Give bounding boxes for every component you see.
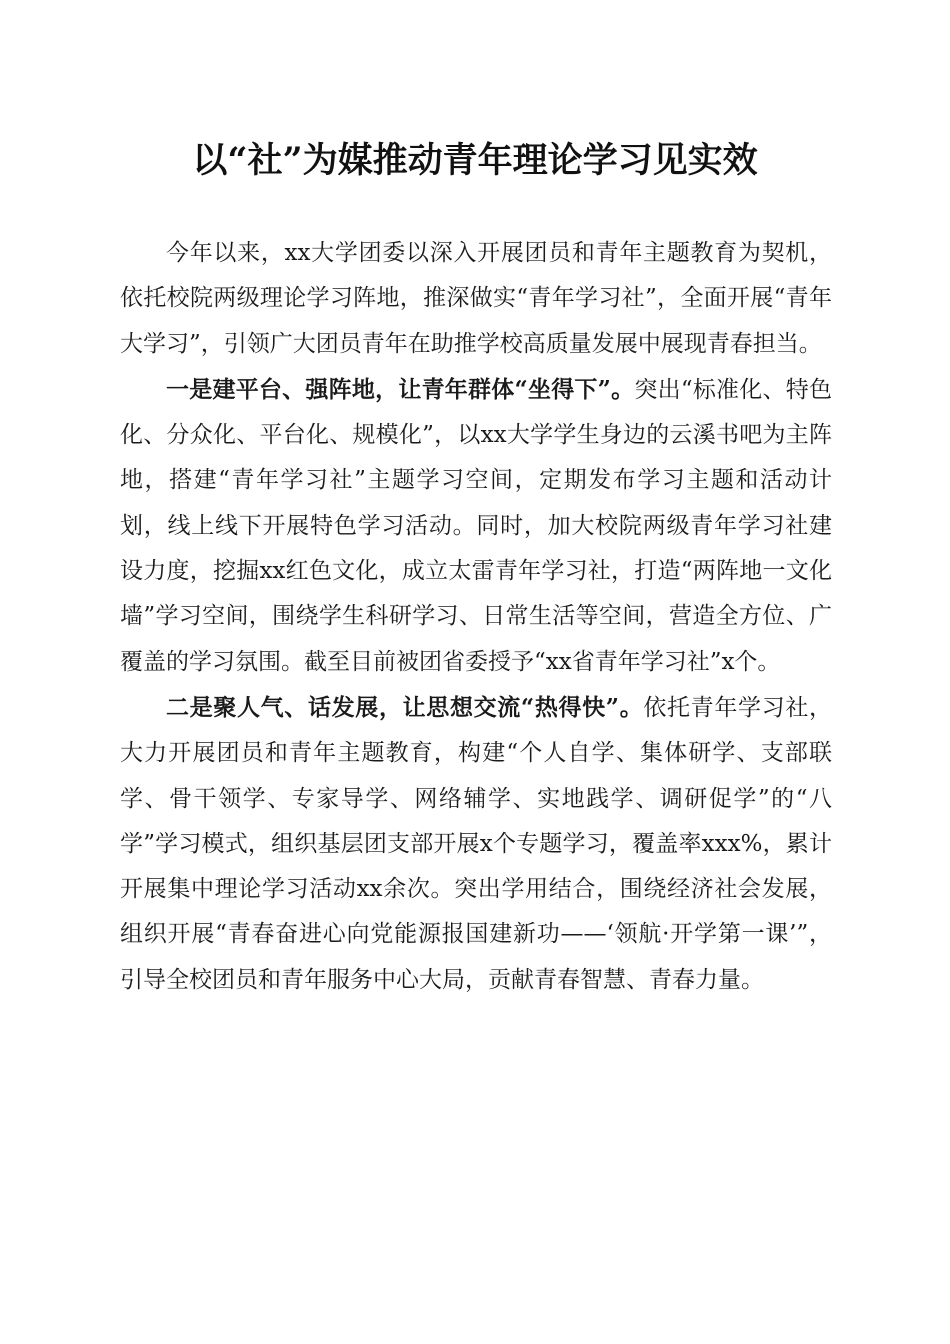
document-title: 以“社”为媒推动青年理论学习见实效 (192, 140, 758, 181)
paragraph-text: 突出“标准化、特色化、分众化、平台化、规模化”，以xx大学学生身边的云溪书吧为主阵地，搭建“青年学习社”主题学习空间，定期发布学习主题和活动计划，线上线下开展特色学习活动。同时，加大校院两级青年学习社建设力度，挖掘xx红色文化，成立太雷青年学习社，打造“两阵地一文化墙”学习空间，围绕学生科研学习、日常生活等空间，营造全方位、广覆盖的学习氛围。截至目前被团省委授予“xx省青年学习社”x个。 (120, 376, 832, 675)
paragraph-point-one (120, 367, 832, 685)
paragraph-text: 今年以来，xx大学团委以深入开展团员和青年主题教育为契机，依托校院两级理论学习阵地，推深做实“青年学习社”，全面开展“青年大学习”，引领广大团员青年在助推学校高质量发展中展现青春担当。 (120, 240, 832, 357)
document-body (120, 230, 832, 1003)
paragraph-text: 依托青年学习社，大力开展团员和青年主题教育，构建“个人自学、集体研学、支部联学、骨干领学、专家导学、网络辅学、实地践学、调研促学”的“八学”学习模式，组织基层团支部开展x个专题学习，覆盖率xxx%，累计开展集中理论学习活动xx余次。突出学用结合，围绕经济社会发展，组织开展“青春奋进心向党能源报国建新功——‘领航·开学第一课’”，引导全校团员和青年服务中心大局，贡献青春智慧、青春力量。 (120, 694, 832, 993)
paragraph-point-two (120, 685, 832, 1003)
paragraph-intro (120, 230, 832, 367)
paragraph-lead: 一是建平台、强阵地，让青年群体“坐得下”。 (166, 375, 635, 403)
paragraph-lead: 二是聚人气、话发展，让思想交流“热得快”。 (166, 693, 644, 721)
